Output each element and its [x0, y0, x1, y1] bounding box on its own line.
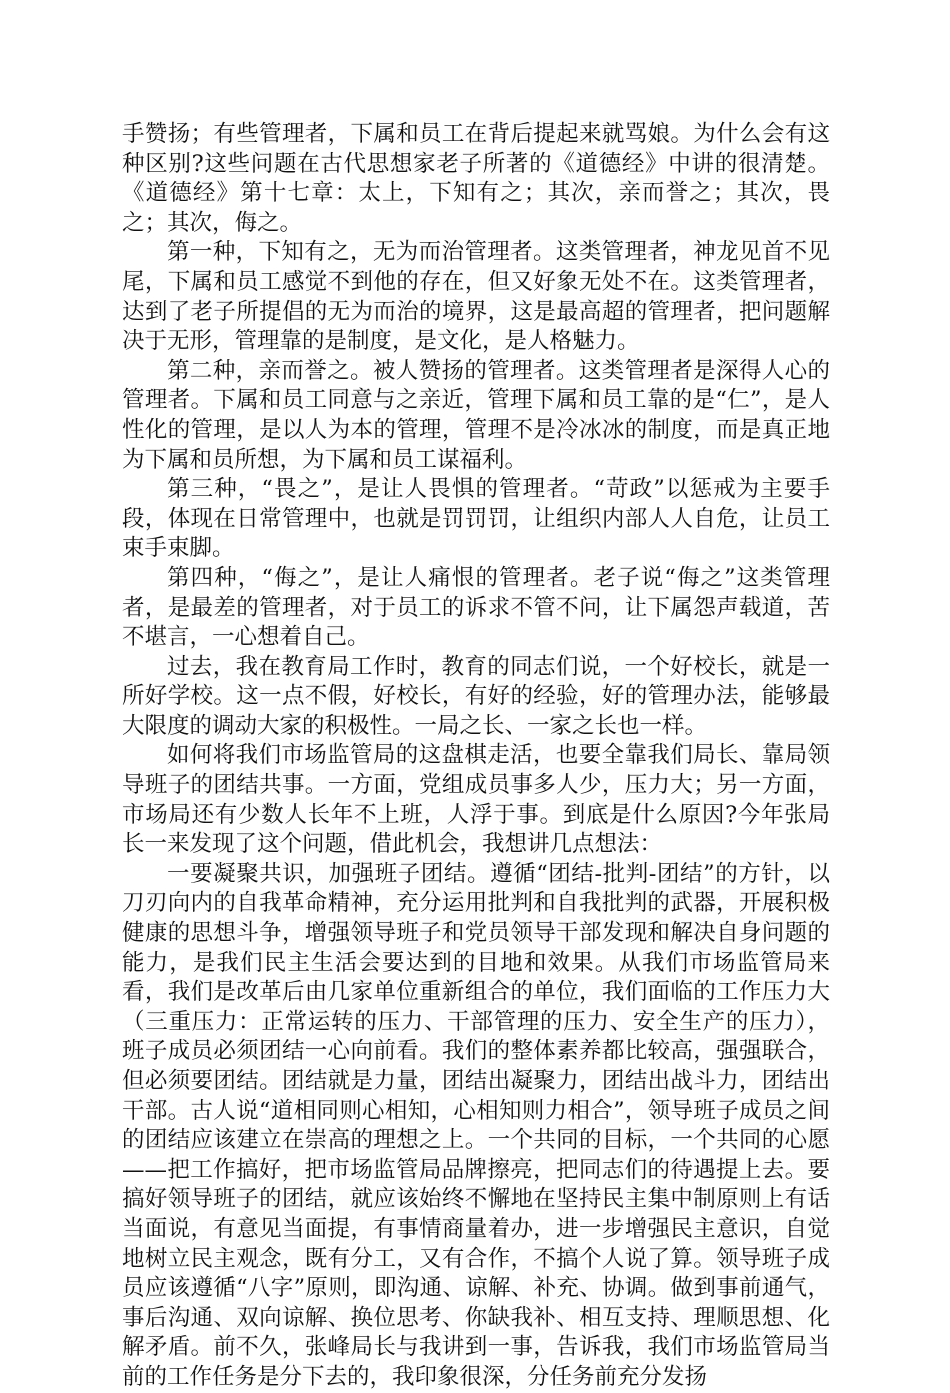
document-body: [122, 120, 830, 1393]
paragraph-market-bureau: 如何将我们市场监管局的这盘棋走活，也要全靠我们局长、靠局领导班子的团结共事。一方面，党组成员事多人少，压力大；另一方面，市场局还有少数人长年不上班，人浮于事。到底是什么原因?今年张局长一来发现了这个问题，借此机会，我想讲几点想法：: [122, 742, 830, 858]
paragraph-first-type: 第一种，下知有之，无为而治管理者。这类管理者，神龙见首不见尾，下属和员工感觉不到他的存在，但又好象无处不在。这类管理者，达到了老子所提倡的无为而治的境界，这是最高超的管理者，把问题解决于无形，管理靠的是制度，是文化，是人格魅力。: [122, 239, 830, 355]
paragraph-second-type: 第二种，亲而誉之。被人赞扬的管理者。这类管理者是深得人心的管理者。下属和员工同意与之亲近，管理下属和员工靠的是“仁”，是人性化的管理，是以人为本的管理，管理不是冷冰冰的制度，而是真正地为下属和员所想，为下属和员工谋福利。: [122, 357, 830, 473]
paragraph-fourth-type: 第四种，“侮之”，是让人痛恨的管理者。老子说“侮之”这类管理者，是最差的管理者，对于员工的诉求不管不问，让下属怨声载道，苦不堪言，一心想着自己。: [122, 564, 830, 651]
paragraph-education-bureau: 过去，我在教育局工作时，教育的同志们说，一个好校长，就是一所好学校。这一点不假，好校长，有好的经验，好的管理办法，能够最大限度的调动大家的积极性。一局之长、一家之长也一样。: [122, 653, 830, 739]
paragraph-third-type: 第三种，“畏之”，是让人畏惧的管理者。“苛政”以惩戒为主要手段，体现在日常管理中，也就是罚罚罚，让组织内部人人自危，让员工束手束脚。: [122, 476, 830, 562]
paragraph-continuation: 手赞扬；有些管理者，下属和员工在背后提起来就骂娘。为什么会有这种区别?这些问题在古代思想家老子所著的《道德经》中讲的很清楚。《道德经》第十七章：太上，下知有之；其次，亲而誉之；其次，畏之；其次，侮之。: [122, 121, 830, 236]
paragraph-consensus-unity: 一要凝聚共识，加强班子团结。遵循“团结-批判-团结”的方针，以刀刃向内的自我革命精神，充分运用批判和自我批判的武器，开展积极健康的思想斗争，增强领导班子和党员领导干部发现和解决自身问题的能力，是我们民主生活会要达到的目地和效果。从我们市场监管局来看，我们是改革后由几家单位重新组合的单位，我们面临的工作压力大（三重压力：正常运转的压力、干部管理的压力、安全生产的压力），班子成员必须团结一心向前看。我们的整体素养都比较高，强强联合，但必须要团结。团结就是力量，团结出凝聚力，团结出战斗力，团结出干部。古人说“道相同则心相知，心相知则力相合”，领导班子成员之间的团结应该建立在崇高的理想之上。一个共同的目标，一个共同的心愿——把工作搞好，把市场监管局品牌擦亮，把同志们的待遇提上去。要搞好领导班子的团结，就应该始终不懈地在坚持民主集中制原则上有话当面说，有意见当面提，有事情商量着办，进一步增强民主意识，自觉地树立民主观念，既有分工，又有合作，不搞个人说了算。领导班子成员应该遵循“八字”原则，即沟通、谅解、补充、协调。做到事前通气，事后沟通、双向谅解、换位思考、你缺我补、相互支持、理顺思想、化解矛盾。前不久，张峰局长与我讲到一事，告诉我，我们市场监管局当前的工作任务是分下去的，我印象很深，分任务前充分发扬: [122, 860, 830, 1390]
